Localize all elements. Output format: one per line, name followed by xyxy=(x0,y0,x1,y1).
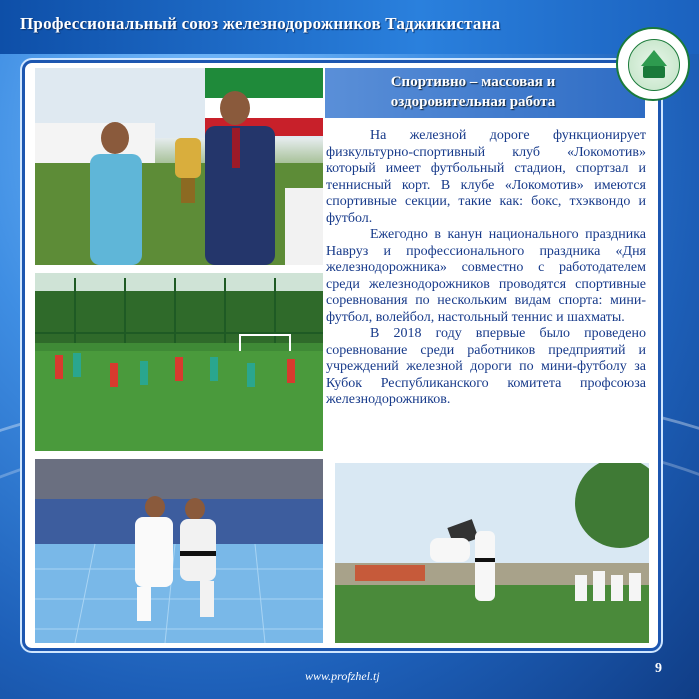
section-title xyxy=(330,72,616,112)
train-icon xyxy=(643,66,665,78)
section-title-line2: оздоровительная работа xyxy=(390,94,556,110)
logo-emblem xyxy=(628,39,680,91)
paragraph: В 2018 году впервые было проведено соревнование среди работников предприятий и учреждений железной дороги по мини-футболу за Кубок Республиканского комитета профсоюза железнодорожников. xyxy=(326,326,646,407)
article-body xyxy=(326,128,646,409)
header-title: Профессиональный союз железнодорожников Таджикистана xyxy=(20,14,501,33)
section-title-line1: Спортивно – массовая и xyxy=(390,74,556,90)
website-link[interactable]: www.profzhel.tj xyxy=(305,669,380,683)
photo-taekwondo xyxy=(335,463,649,643)
paragraph: Ежегодно в канун национального праздника Навруз и профессионального праздника «Дня железнодорожника» совместно с работодателем среди железнодорожников проводятся спортивные соревнования по нескольким видам спорта: мини-футбол, волейбол, настольный теннис и шахматы. xyxy=(326,227,646,325)
page-header xyxy=(0,0,699,54)
paragraph: На железной дороге функционирует физкультурно-спортивный клуб «Локомотив» который имеет футбольный стадион, спортзал и теннисный корт. В клубе «Локомотив» имеются спортивные секции, такие как: бокс, тхэквондо и футбол. xyxy=(326,128,646,226)
page-number: 9 xyxy=(655,661,662,676)
photo-judo xyxy=(35,459,323,643)
photo-award-ceremony xyxy=(35,68,323,265)
photo-mini-football xyxy=(35,273,323,451)
mountain-icon xyxy=(641,50,667,66)
union-logo xyxy=(616,27,690,101)
